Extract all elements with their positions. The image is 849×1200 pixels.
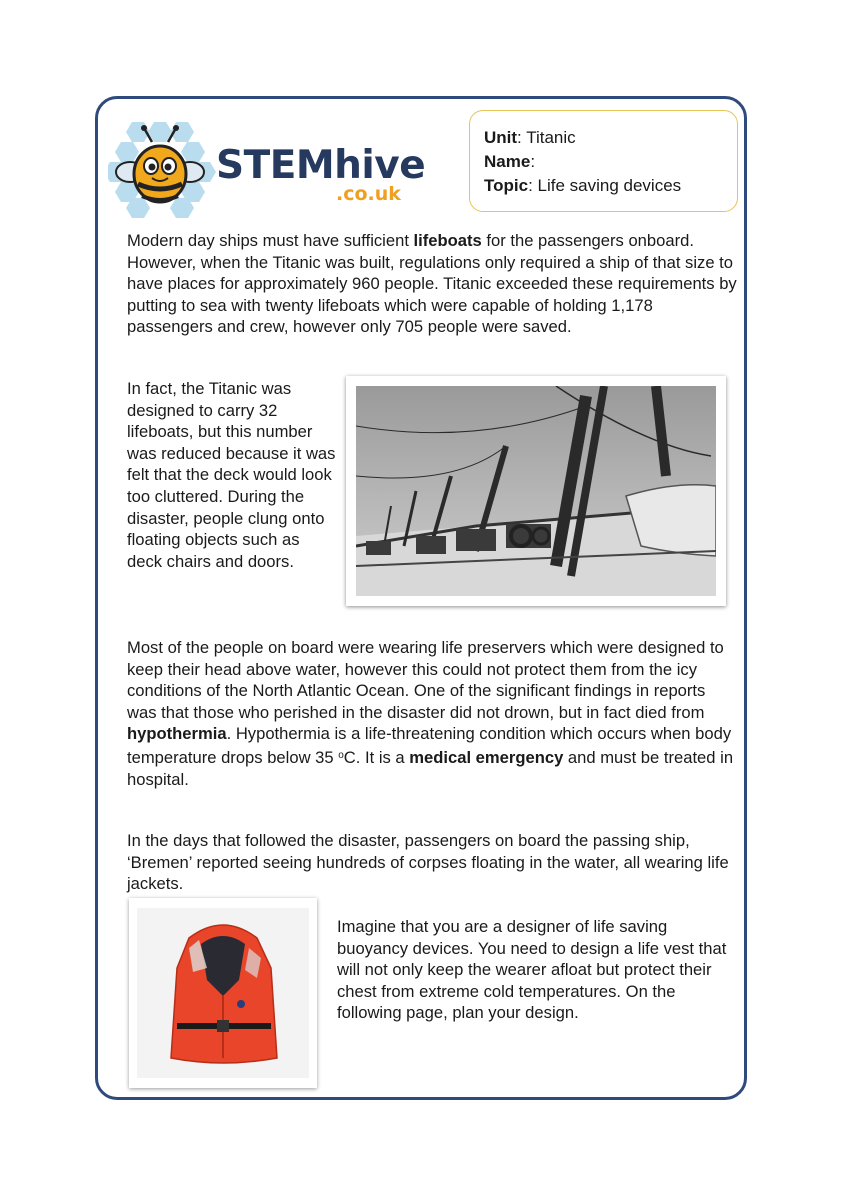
life-vest-photo-icon bbox=[137, 908, 309, 1078]
logo-domain-text: .co.uk bbox=[336, 183, 401, 205]
degree-symbol: o bbox=[338, 749, 344, 761]
topic-value: Life saving devices bbox=[537, 176, 682, 195]
topic-label: Topic bbox=[484, 176, 529, 195]
bremen-paragraph: In the days that followed the disaster, passengers on board the passing ship, ‘Bremen’ reported seeing hundreds of corpses floating in the water, all wearing life jackets. bbox=[127, 831, 729, 894]
unit-row: Unit: Titanic bbox=[484, 128, 576, 147]
name-row: Name: bbox=[484, 152, 536, 171]
logo-brand-text: STEMhive bbox=[216, 143, 426, 188]
lifeboats-keyword: lifeboats bbox=[413, 231, 482, 250]
intro-paragraph: Modern day ships must have sufficient lifeboats for the passengers onboard. However, when the Titanic was built, regulations only required a ship of that size to have places for approximately 960 people. Titanic exceeded these requirements by putting to sea with twenty lifeboats which were capable of holding 1,178 passengers and crew, however only 705 people were saved. bbox=[127, 231, 737, 337]
lifeboats-paragraph: In fact, the Titanic was designed to carry 32 lifeboats, but this number was reduced because it was felt that the deck would look too cluttered. During the disaster, people clung onto floating objects such as deck chairs and doors. bbox=[127, 379, 336, 571]
deck-photo-frame bbox=[346, 376, 726, 606]
hypothermia-keyword: hypothermia bbox=[127, 724, 227, 744]
medical-emergency-keyword: medical emergency bbox=[409, 747, 564, 767]
info-box bbox=[469, 110, 738, 212]
name-label: Name bbox=[484, 152, 531, 171]
vest-photo-frame bbox=[129, 898, 317, 1088]
titanic-deck-photo-icon bbox=[356, 386, 716, 596]
unit-value: Titanic bbox=[526, 128, 576, 147]
topic-row: Topic: Life saving devices bbox=[484, 176, 682, 195]
task-paragraph: Imagine that you are a designer of life saving buoyancy devices. You need to design a life vest that will not only keep the wearer afloat but protect their chest from extreme cold temperatures. On the following page, plan your design. bbox=[337, 917, 727, 1023]
preservers-paragraph: Most of the people on board were wearing life preservers which were designed to keep their head above water, however this could not protect them from the icy conditions of the North Atlantic Ocean. One of the significant findings in reports was that those who perished in the disaster did not drown, but in fact died from hypothermia. Hypothermia is a life-threatening condition which occurs when body temperature drops below 35 $^o$C. It is a medical emergency and must be treated in hospital. bbox=[127, 638, 734, 789]
unit-label: Unit bbox=[484, 128, 518, 147]
